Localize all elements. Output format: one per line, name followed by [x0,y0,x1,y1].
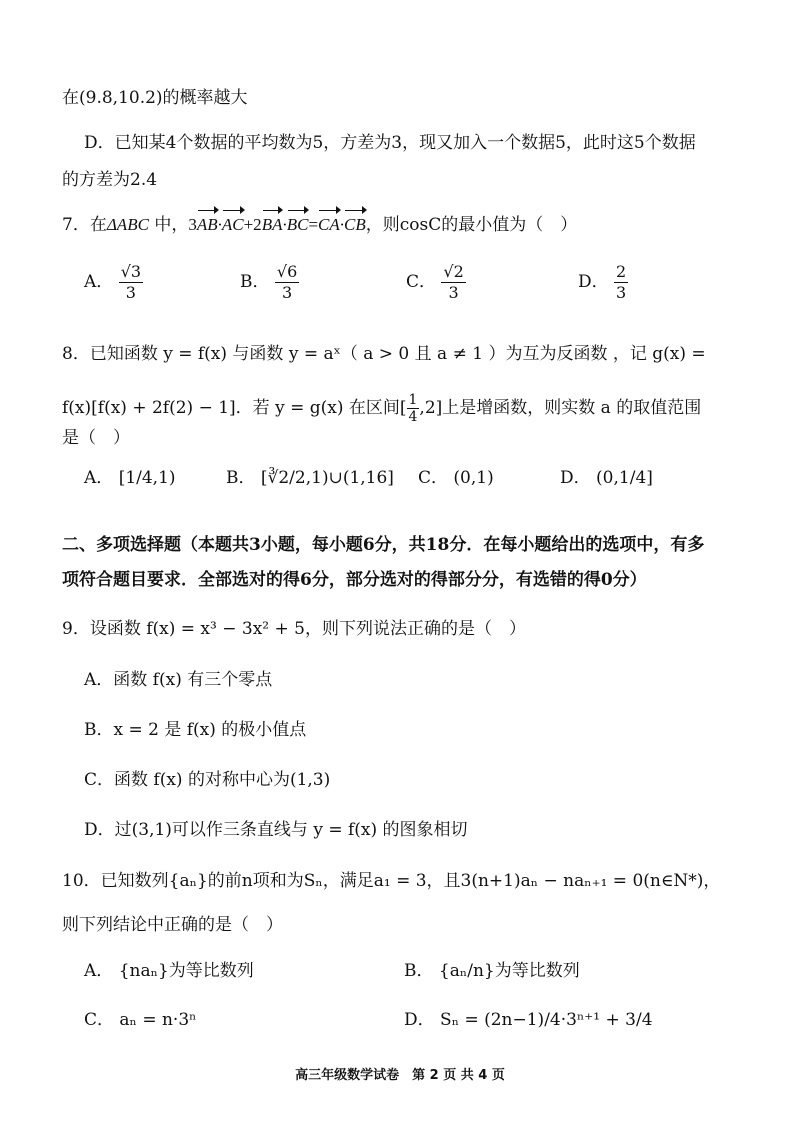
q7-option-c-label: C． [406,272,437,292]
question-9-number: 9． [62,619,90,639]
q7-option-d-label: D． [578,272,609,292]
q7-option-d [578,262,628,303]
q10-option-c-label: C． [84,1010,115,1030]
question-8-text2-prefix: f(x)[f(x) + 2f(2) − 1]．若 y = g(x) 在区间 [62,398,400,418]
question-9-stem [62,617,526,641]
q8-option-a-label: A． [84,468,114,488]
q7-option-b-den: 3 [282,283,293,302]
q7-option-b-fraction [275,262,299,303]
q9-option-a: A．函数 f(x) 有三个零点 [84,670,273,690]
question-8-number: 8． [62,344,90,364]
q10-option-b [404,959,580,983]
q9-option-c: C．函数 f(x) 的对称中心为(1,3) [84,770,331,790]
q7-option-b-num: √6 [276,262,298,281]
q7-option-a [84,262,143,303]
q10-option-c [84,1008,197,1032]
option-6c-continuation: 在(9.8,10.2)的概率越大 [62,88,248,108]
q7-option-c [406,262,466,303]
q8-option-a [84,466,176,490]
question-8-line3: 是（ ） [62,428,130,448]
q9-option-b: B．x = 2 是 f(x) 的极小值点 [84,720,307,740]
q10-option-d-text: Sₙ = (2n−1)/4·3ⁿ⁺¹ + 3/4 [440,1010,653,1030]
q7-option-d-num: 2 [616,262,627,281]
q10-option-b-text: {aₙ/n}为等比数列 [438,961,580,981]
question-7-prefix: 在 [89,215,107,235]
question-10-number: 10． [62,871,101,891]
q8-option-c-text: (0,1) [453,468,494,488]
option-6d-line1: D．已知某4个数据的平均数为5，方差为3，现又加入一个数据5，此时这5个数据 [84,133,696,153]
q10-option-a-text: {naₙ}为等比数列 [118,961,254,981]
q8-option-d-label: D． [560,468,591,488]
q7-option-a-num: √3 [120,262,142,281]
q7-option-a-fraction [119,262,143,303]
q10-option-b-label: B． [404,961,434,981]
question-8-text1: 已知函数 y = f(x) 与函数 y = aˣ（ a > 0 且 a ≠ 1 ）为互为反函数 ，记 g(x) = [89,344,706,364]
question-7-suffix: ，则cosC的最小值为（ ） [365,215,578,235]
q8-option-a-text: [1/4,1) [118,468,176,488]
vector-equation: 3AB·AC+2BA·BC=CA·CB [188,215,365,234]
q8-option-d [560,466,653,490]
q8-option-b [226,466,394,490]
q7-option-d-fraction [614,262,628,303]
q7-option-a-label: A． [84,272,114,292]
q8-option-b-text: [∛2/2,1)∪(1,16] [260,468,394,488]
q8-option-c-label: C． [418,468,449,488]
q8-option-c [418,466,494,490]
q10-option-d-label: D． [404,1010,435,1030]
question-7-stem: 7．在ΔABC 中，3AB·AC+2BA·BC=CA·CB，则cosC的最小值为（ ） [62,215,578,235]
q7-option-d-den: 3 [616,283,627,302]
question-7-number: 7． [62,215,90,235]
question-8-text2-suffix: 上是增函数，则实数 a 的取值范围 [442,398,702,418]
question-8-line1 [62,342,706,366]
question-9-text: 设函数 f(x) = x³ − 3x² + 5，则下列说法正确的是（ ） [89,619,526,639]
question-10-line1 [62,869,720,893]
q7-option-b [240,262,299,303]
q8-option-d-text: (0,1/4] [596,468,653,488]
q7-option-a-den: 3 [125,283,136,302]
question-8-line2: f(x)[f(x) + 2f(2) − 1]．若 y = g(x) 在区间[ $\frac{1}{4}$ ,2]上是增函数，则实数 a 的取值范围 [62,392,702,425]
page-footer: 高三年级数学试卷 第 2 页 共 4 页 [295,1068,505,1083]
q8-option-b-label: B． [226,468,256,488]
q7-option-c-num: √2 [443,262,464,281]
interval-quarter: $\frac{1}{4}$ [408,392,418,425]
q9-option-d: D．过(3,1)可以作三条直线与 y = f(x) 的图象相切 [84,820,468,840]
q10-option-c-text: aₙ = n·3ⁿ [119,1010,197,1030]
q7-option-c-fraction [441,262,465,303]
q10-option-a-label: A． [84,961,114,981]
q10-option-d [404,1008,653,1032]
section-2-heading-line1: 二、多项选择题（本题共3小题，每小题6分，共18分．在每小题给出的选项中，有多 [62,535,705,555]
question-10-line2: 则下列结论中正确的是（ ） [62,915,283,935]
q7-option-c-den: 3 [448,283,459,302]
question-10-text1: 已知数列{aₙ}的前n项和为Sₙ，满足a₁ = 3，且3(n+1)aₙ − naₙ₊₁ = 0(n∈N*)， [100,871,721,891]
option-6d-line2: 的方差为2.4 [62,170,158,190]
q10-option-a [84,959,254,983]
q7-option-b-label: B． [240,272,270,292]
triangle-abc: ΔABC [106,215,149,234]
section-2-heading-line2: 项符合题目要求．全部选对的得6分，部分选对的得部分分，有选错的得0分） [62,570,647,590]
